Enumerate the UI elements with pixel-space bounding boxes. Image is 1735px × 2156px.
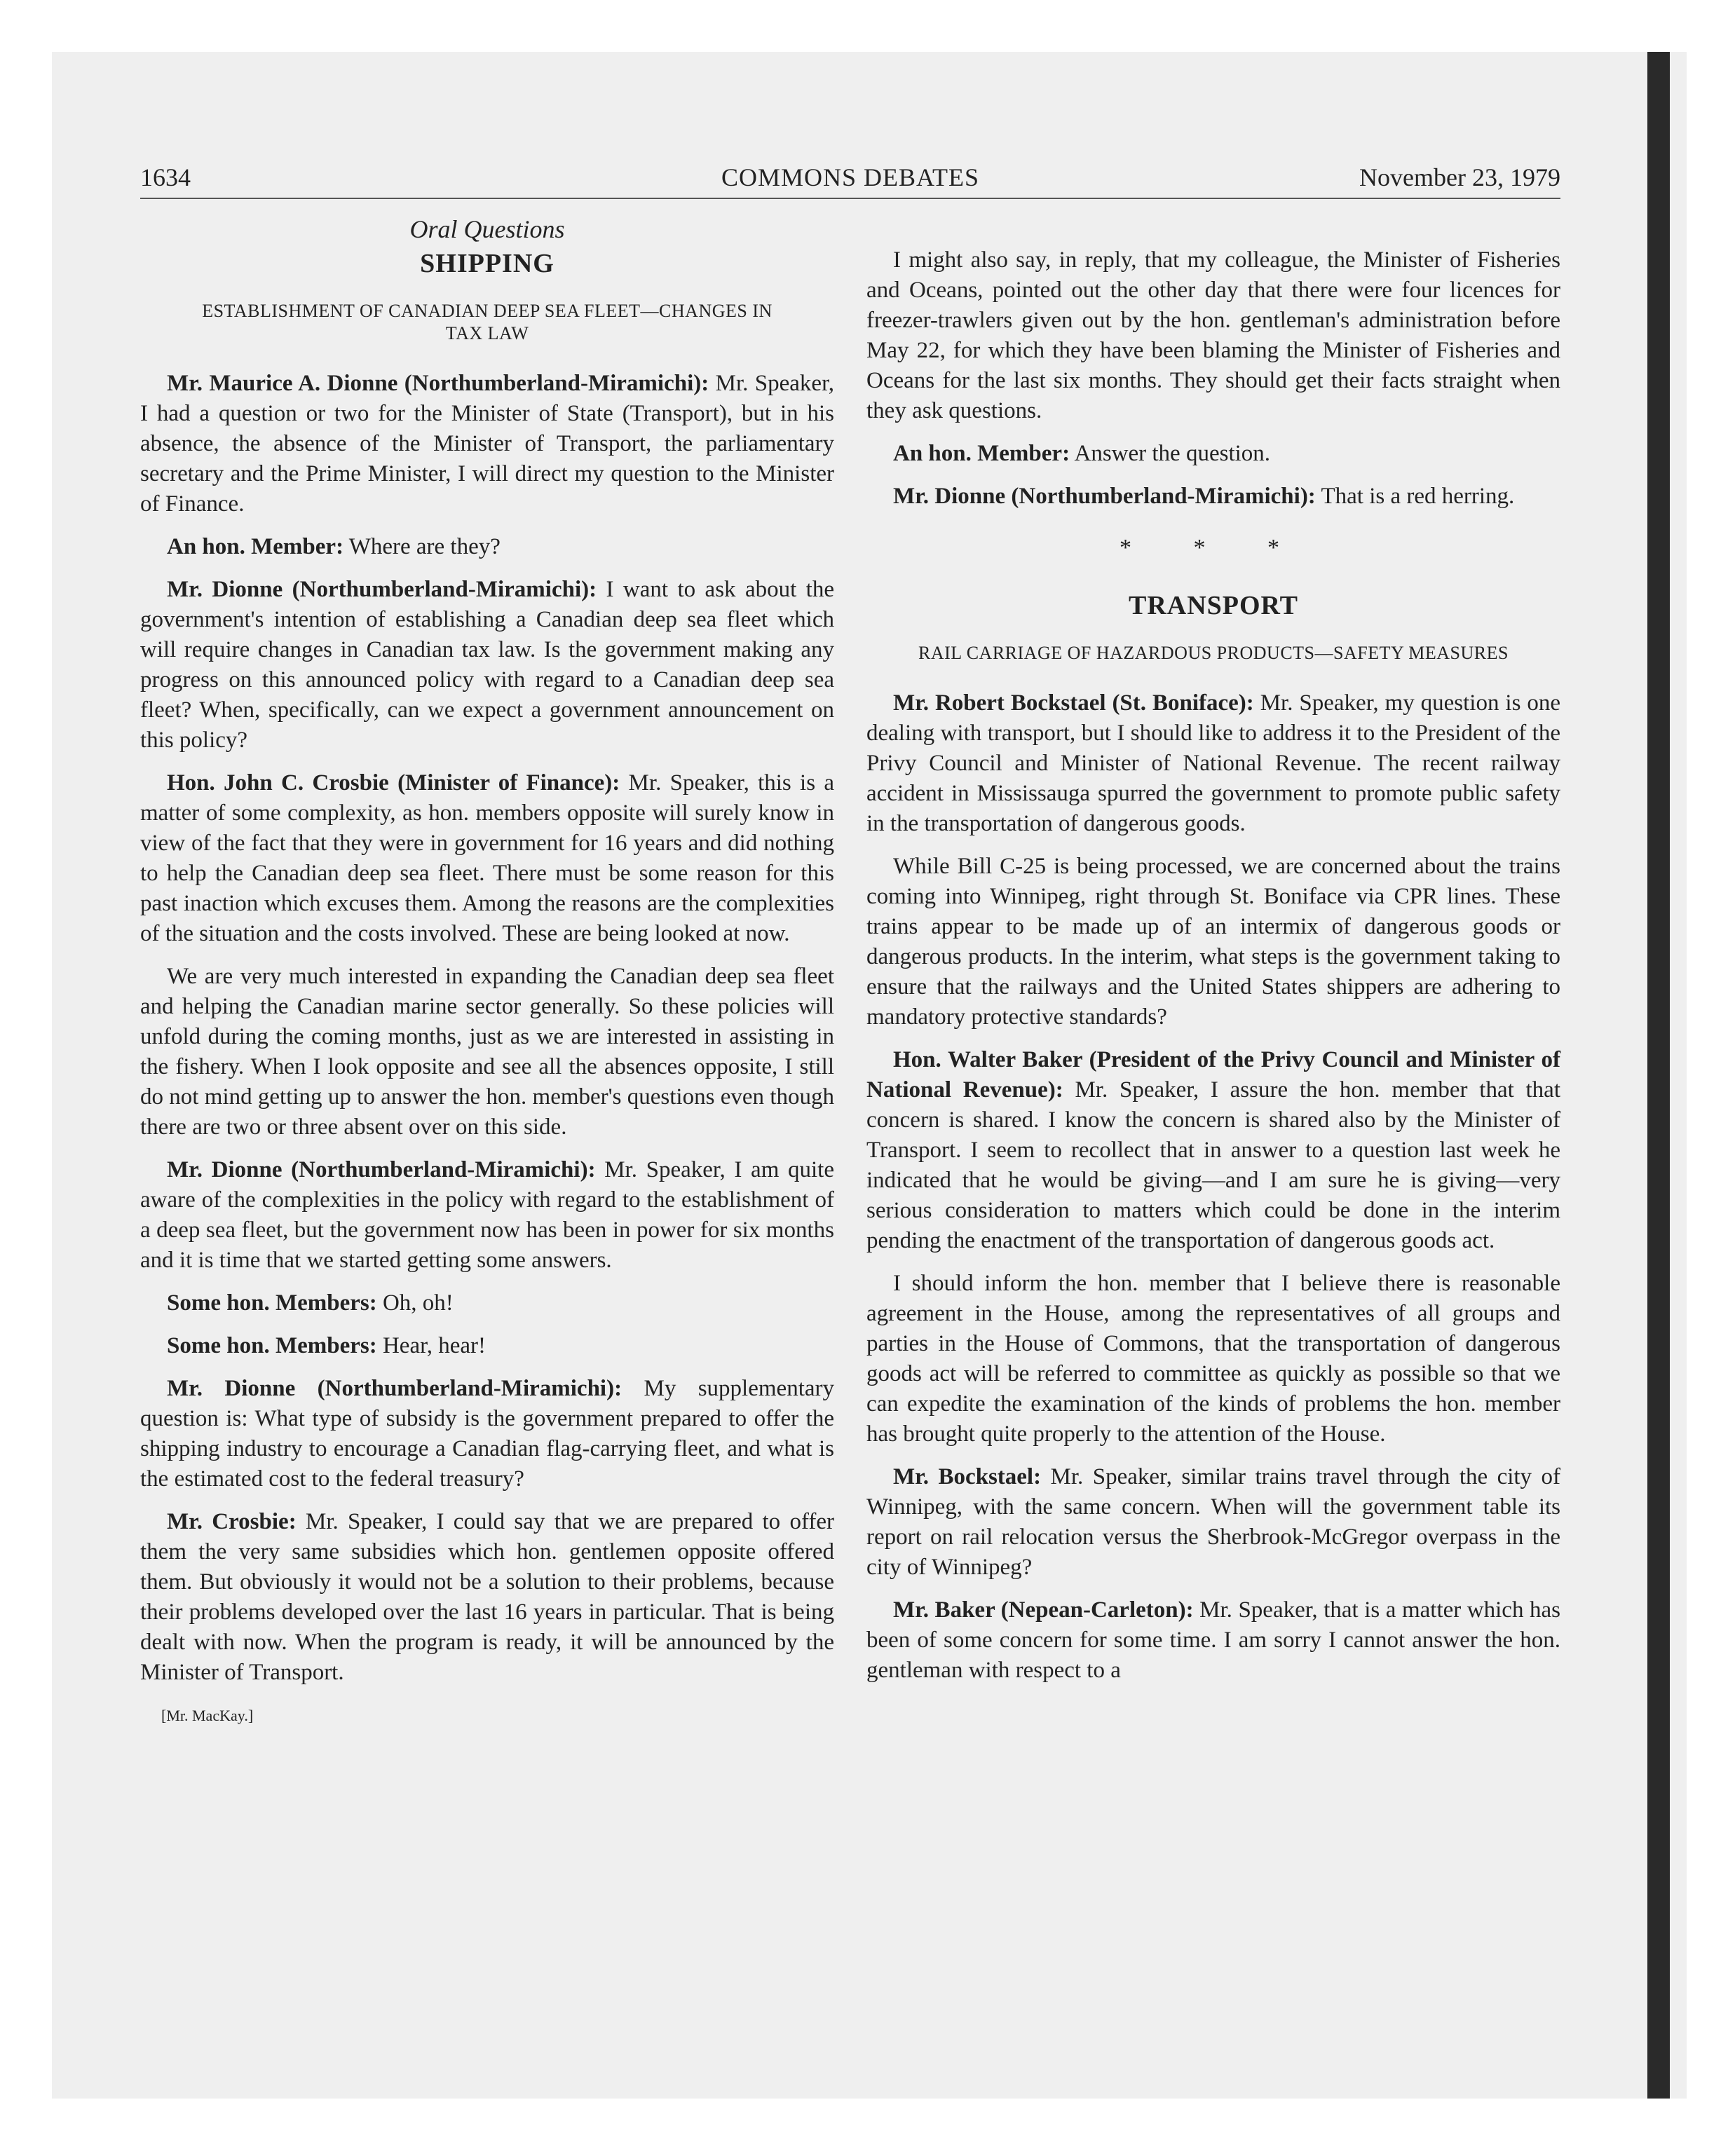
speech-text: Answer the question.: [1070, 441, 1271, 466]
speaker-name: Mr. Bockstael:: [893, 1464, 1042, 1489]
paragraph: [866, 245, 1560, 426]
right-column: [866, 245, 1560, 1698]
paragraph: [866, 688, 1560, 839]
paragraph: [140, 1288, 834, 1318]
section-title-transport: TRANSPORT: [1128, 591, 1299, 620]
speech-text: Mr. Speaker, I assure the hon. member that that concern is shared. I know the concern is shared also by the Minister of Transport. I seem to recollect that in answer to a question last week he indicated that he would be giving—and I am sure he is giving—very serious consideration to matters which could be done in the interim pending the enactment of the transportation of dangerous goods act.: [866, 1077, 1560, 1253]
header-rule: [140, 198, 1560, 199]
speaker-name: Some hon. Members:: [167, 1333, 377, 1358]
paragraph: [866, 1462, 1560, 1583]
page-header: [140, 163, 1560, 196]
speech-text: That is a red herring.: [1315, 484, 1515, 509]
speaker-name: Hon. Walter Baker (President of the Privy Council and Minister of National Revenue):: [866, 1047, 1560, 1103]
section-supertitle: Oral Questions: [409, 215, 565, 243]
speech-text: Mr. Speaker, I could say that we are prepared to offer them the very same subsidies which hon. gentlemen opposite offered them. But obviously it would not be a solution to their problems, because their problems developed over the last 16 years in particular. That is being dealt with now. When the program is ready, it will be announced by the Minister of Transport.: [140, 1509, 834, 1685]
publication-title: COMMONS DEBATES: [721, 163, 980, 191]
speech-text: Oh, oh!: [376, 1290, 454, 1316]
subheading-hazardous-products: RAIL CARRIAGE OF HAZARDOUS PRODUCTS—SAFETY MEASURES: [918, 643, 1509, 663]
speaker-name: Mr. Dionne (Northumberland-Miramichi):: [167, 577, 597, 602]
speaker-name: Mr. Dionne (Northumberland-Miramichi):: [167, 1376, 622, 1401]
speech-text: We are very much interested in expanding the Canadian deep sea fleet and helping the Canadian marine sector generally. So these policies will unfold during the coming months, just as we are interested in assisting in the fishery. When I look opposite and see all the absences opposite, I still do not mind getting up to answer the hon. member's questions even though there are two or three absent over on this side.: [140, 964, 834, 1140]
paragraph: [140, 1374, 834, 1494]
speech-text: I should inform the hon. member that I believe there is reasonable agreement in the House, among the representatives of all groups and parties in the House of Commons, that the transportation of dangerous goods act will be referred to committee as quickly as possible so that we can expedite the examination of the kinds of problems the hon. member has brought quite properly to the attention of the House.: [866, 1271, 1560, 1447]
speech-text: Mr. Speaker, I am quite aware of the complexities in the policy with regard to the establishment of a deep sea fleet, but the government now has been in power for six months and it is time that we started getting some answers.: [140, 1157, 834, 1273]
speaker-name: Mr. Dionne (Northumberland-Miramichi):: [167, 1157, 596, 1182]
subheading-deep-sea-fleet: ESTABLISHMENT OF CANADIAN DEEP SEA FLEET—CHANGES IN TAX LAW: [202, 301, 773, 343]
speaker-name: Hon. John C. Crosbie (Minister of Finance):: [167, 770, 620, 796]
page-number: 1634: [140, 163, 191, 191]
paragraph: [866, 439, 1560, 469]
speaker-name: Mr. Dionne (Northumberland-Miramichi):: [893, 484, 1316, 509]
paragraph: [866, 1595, 1560, 1686]
speech-text: Hear, hear!: [376, 1333, 487, 1358]
binding-spine-shadow: [1647, 52, 1670, 2099]
marginal-note: [Mr. MacKay.]: [161, 1707, 254, 1724]
speech-text: Mr. Speaker, my question is one dealing with transport, but I should like to address it to the President of the Privy Council and Minister of National Revenue. The recent railway accident in Mississauga spurred the government to promote public safety in the transportation of dangerous goods.: [866, 690, 1561, 836]
speech-text: Mr. Speaker, this is a matter of some complexity, as hon. members opposite will surely know in view of the fact that they were in government for 16 years and did nothing to help the Canadian deep sea fleet. There must be some reason for this past inaction which excuses them. Among the reasons are the complexities of the situation and the costs involved. These are being looked at now.: [140, 770, 834, 946]
section-title-shipping: SHIPPING: [420, 249, 554, 278]
paragraph: [866, 1045, 1560, 1256]
speech-text: My supplementary question is: What type of subsidy is the government prepared to offer the shipping industry to encourage a Canadian flag-carrying fleet, and what is the estimated cost to the federal treasury?: [140, 1376, 834, 1492]
speaker-name: Mr. Baker (Nepean-Carleton):: [893, 1597, 1194, 1623]
left-column: [140, 210, 834, 1731]
paragraph: [140, 369, 834, 519]
paragraph: [140, 1331, 834, 1361]
speech-text: Where are they?: [343, 534, 501, 559]
speech-text: While Bill C-25 is being processed, we are concerned about the trains coming into Winnipeg, right through St. Boniface via CPR lines. These trains appear to be made up of an intermix of dangerous goods or dangerous products. In the interim, what steps is the government taking to ensure that the railways and the United States shippers are adhering to mandatory protective standards?: [866, 854, 1560, 1030]
speech-text: Mr. Speaker, that is a matter which has been of some concern for some time. I am sorry I cannot answer the hon. gentleman with respect to a: [866, 1597, 1560, 1683]
speech-text: I want to ask about the government's intention of establishing a Canadian deep sea fleet which will require changes in Canadian tax law. Is the government making any progress on this announced policy with regard to a Canadian deep sea fleet? When, specifically, can we expect a government announcement on this policy?: [140, 577, 834, 753]
paragraph: [140, 1155, 834, 1276]
speech-text: Mr. Speaker, similar trains travel through the city of Winnipeg, with the same concern. When will the government table its report on rail relocation versus the Sherbrook-McGregor overpass in the city of Winnipeg?: [866, 1464, 1560, 1580]
speaker-name: Mr. Crosbie:: [167, 1509, 297, 1534]
speech-text: Mr. Speaker, I had a question or two for the Minister of State (Transport), but in his absence, the absence of the Minister of Transport, the parliamentary secretary and the Prime Minister, I will direct my question to the Minister of Finance.: [140, 371, 834, 517]
speaker-name: Mr. Robert Bockstael (St. Boniface):: [893, 690, 1254, 716]
paragraph: [140, 575, 834, 756]
speaker-name: Mr. Maurice A. Dionne (Northumberland-Miramichi):: [167, 371, 709, 396]
section-separator-stars: * * *: [1120, 535, 1307, 561]
speaker-name: An hon. Member:: [167, 534, 344, 559]
paragraph: [140, 962, 834, 1142]
publication-date: November 23, 1979: [1359, 163, 1560, 191]
paragraph: [866, 852, 1560, 1032]
speaker-name: Some hon. Members:: [167, 1290, 377, 1316]
speech-text: I might also say, in reply, that my colleague, the Minister of Fisheries and Oceans, pointed out the other day that there were four licences for freezer-trawlers given out by the hon. gentleman's administration before May 22, for which they have been blaming the Minister of Fisheries and Oceans for the last six months. They should get their facts straight when they ask questions.: [866, 247, 1560, 423]
paragraph: [140, 532, 834, 562]
paragraph: [140, 768, 834, 949]
paragraph: [140, 1507, 834, 1688]
paragraph: [866, 1269, 1560, 1449]
speaker-name: An hon. Member:: [893, 441, 1070, 466]
paragraph: [866, 482, 1560, 512]
